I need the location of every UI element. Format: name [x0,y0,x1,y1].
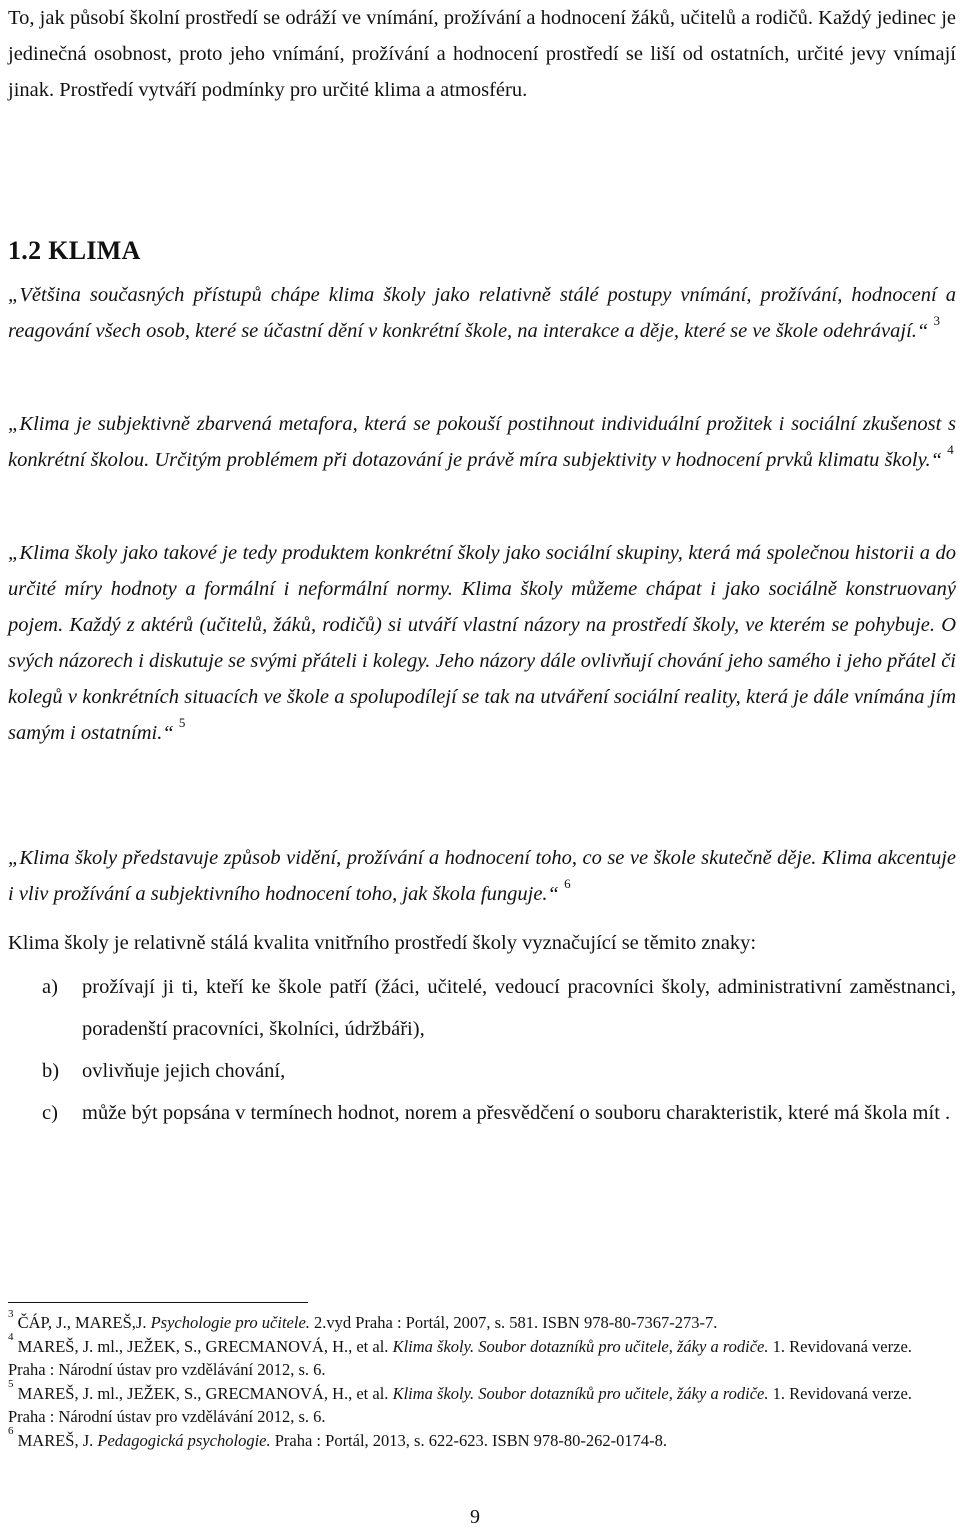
footnote-number: 3 [8,1307,14,1320]
footnote-number: 5 [8,1378,14,1390]
footnote-ref: 4 [947,442,954,458]
quote-text: „Klima školy jako takové je tedy produktem konkrétní školy jako sociální skupiny, která má společnou historii a do určité míry hodnoty a formální i neformální normy. Klima školy můžeme chápat i jako sociálně konstruovaný pojem. Každý z aktérů (učitelů, žáků, rodičů) si utváří vlastní názory na prostředí školy, ve kterém se pohybuje. O svých názorech i diskutuje se svými přáteli i kolegy. Jeho názory dále ovlivňují chování jeho samého i jeho přátel či kolegů v konkrétních situacích ve škole a spolupodílejí se tak na utváření sociální reality, která je dále vnímána jím samým i ostatními.“ [8,542,956,744]
footnote-title: Klima školy. Soubor dotazníků pro učitele, žáky a rodiče. [392,1383,769,1403]
quote-1 [8,277,956,349]
quote-text: „Většina současných přístupů chápe klima školy jako relativně stálé postupy vnímání, prožívání, hodnocení a reagování všech osob, které se účastní dění v konkrétní škole, na interakce a děje, které se ve škole odehrávají.“ [8,284,956,342]
footnote-authors: MAREŠ, J. ml., JEŽEK, S., GRECMANOVÁ, H., et al. [13,1336,393,1356]
footnote-authors: MAREŠ, J. ml., JEŽEK, S., GRECMANOVÁ, H., et al. [13,1383,393,1403]
intro-paragraph: To, jak působí školní prostředí se odráží ve vnímání, prožívání a hodnocení žáků, učitelů a rodičů. Každý jedinec je jedinečná osobnost, proto jeho vnímání, prožívání a hodnocení prostředí se liší od ostatních, určité jevy vnímají jinak. Prostředí vytváří podmínky pro určité klima a atmosféru. [8,7,956,101]
section-heading: 1.2 KLIMA [8,236,141,265]
list-marker: b) [42,1060,60,1082]
list-text: ovlivňuje jejich chování, [82,1060,286,1082]
list-item [8,1050,956,1092]
list-marker: c) [42,1102,58,1124]
footnote-3 [8,1307,928,1335]
footnote-publisher: 1. Revidovaná verze. Praha : Národní ústav pro vzdělávání 2012, s. 6. [8,1383,912,1426]
footnote-number: 4 [8,1331,14,1343]
footnote-publisher: 1. Revidovaná verze. Praha : Národní ústav pro vzdělávání 2012, s. 6. [8,1336,912,1379]
footnote-ref: 5 [178,715,186,731]
list-text: prožívají ji ti, kteří ke škole patří (žáci, učitelé, vedoucí pracovníci školy, administrativní zaměstnanci, poradenští pracovníci, školníci, údržbáři), [82,976,956,1040]
footnote-ref: 6 [564,876,571,892]
footnote-4 [8,1331,928,1382]
footnote-number: 6 [8,1425,14,1437]
list-item [8,966,956,1050]
footnote-title: Klima školy. Soubor dotazníků pro učitele, žáky a rodiče. [392,1336,769,1356]
footnote-6 [8,1425,928,1453]
quote-text: „Klima školy představuje způsob vidění, prožívání a hodnocení toho, co se ve škole skutečně děje. Klima akcentuje i vliv prožívání a subjektivního hodnocení toho, jak škola funguje.“ [8,847,956,905]
quote-3 [8,535,956,751]
footnote-5 [8,1378,928,1429]
list-item [8,1092,956,1134]
footnote-ref: 3 [933,313,940,329]
footnote-title: Pedagogická psychologie. [97,1430,271,1450]
page-number: 9 [470,1506,480,1528]
quote-4 [8,840,956,912]
footnote-authors: MAREŠ, J. [13,1430,98,1450]
footnote-title: Psychologie pro učitele. [150,1313,310,1332]
characteristics-list [8,966,956,1134]
footnote-authors: ČÁP, J., MAREŠ,J. [13,1313,151,1332]
quote-text: „Klima je subjektivně zbarvená metafora, která se pokouší postihnout individuální prožitek i sociální zkušenost s konkrétní školou. Určitým problémem při dotazování je právě míra subjektivity v hodnocení prvků klimatu školy.“ [8,413,956,471]
footnote-publisher: 2.vyd Praha : Portál, 2007, s. 581. ISBN 978-80-7367-273-7. [309,1313,718,1332]
footnote-publisher: Praha : Portál, 2013, s. 622-623. ISBN 978-80-262-0174-8. [270,1430,668,1450]
list-text: může být popsána v termínech hodnot, norem a přesvědčení o souboru charakteristik, které má škola mít . [82,1102,951,1124]
list-intro: Klima školy je relativně stálá kvalita vnitřního prostředí školy vyznačující se těmito znaky: [8,932,757,954]
footnote-divider [8,1302,308,1303]
footnotes [8,1307,928,1452]
list-marker: a) [42,976,58,998]
quote-2 [8,406,956,478]
